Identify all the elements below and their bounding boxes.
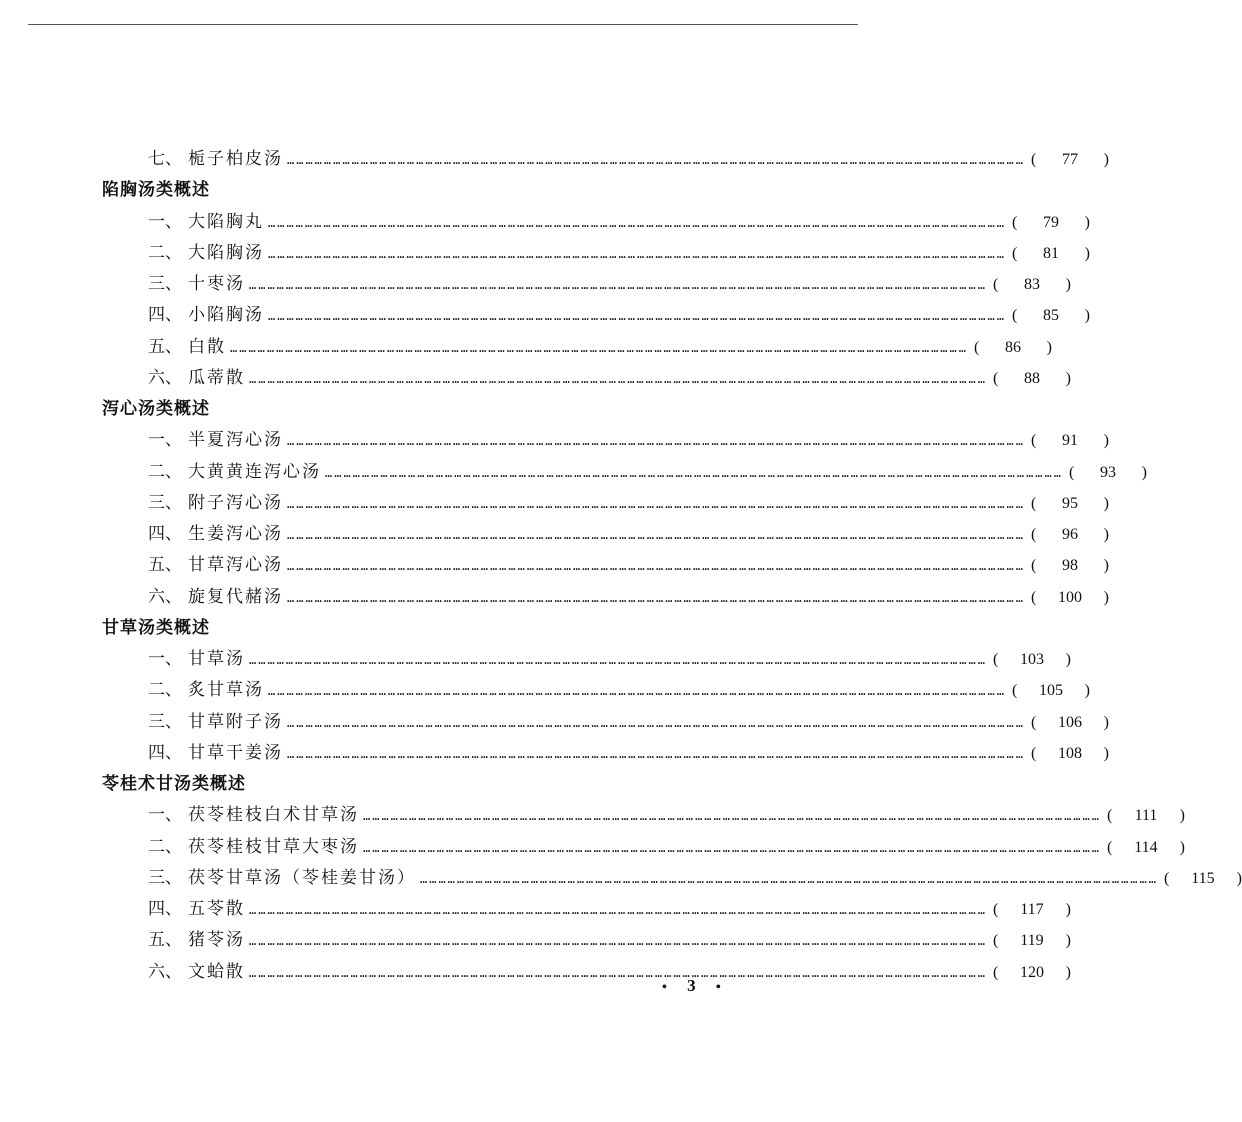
toc-entry (100, 363, 1071, 394)
entry-page-ref (1012, 300, 1090, 331)
entry-title: 猪苓汤 (188, 930, 245, 951)
paren-open: ( (992, 963, 999, 981)
entry-title: 大黄黄连泻心汤 (188, 461, 321, 482)
paren-close: ) (1103, 588, 1109, 606)
dot-leader: …………………………………………………………………………………………………………………………………………………………………………………………………………………… (363, 840, 1101, 855)
paren-open: ( (992, 369, 999, 387)
table-of-contents (100, 144, 1242, 988)
paren-open: ( (1106, 807, 1113, 825)
entry-number: 一、 (148, 211, 182, 232)
page-footer (646, 976, 737, 996)
entry-number: 三、 (148, 492, 182, 513)
entry-title: 十枣汤 (188, 274, 245, 294)
entry-page-ref (993, 894, 1071, 925)
entry-title: 附子泻心汤 (188, 492, 283, 513)
entry-title: 甘草汤 (188, 649, 245, 669)
paren-close: ) (1103, 557, 1109, 575)
paren-close: ) (1103, 494, 1109, 512)
entry-page-ref (1031, 425, 1109, 456)
dot-leader: …………………………………………………………………………………………………………………………………………………………………………………………………………………… (230, 340, 968, 355)
dot-leader: …………………………………………………………………………………………………………………………………………………………………………………………………………………… (287, 496, 1025, 511)
paren-close: ) (1065, 369, 1071, 387)
entry-page-ref (993, 957, 1071, 988)
paren-close: ) (1103, 151, 1109, 168)
paren-open: ( (1030, 151, 1037, 168)
paren-open: ( (1011, 213, 1018, 231)
toc-entry (100, 800, 1185, 831)
page-dot-right: • (715, 980, 721, 995)
toc-entry (100, 269, 1071, 300)
dot-leader: …………………………………………………………………………………………………………………………………………………………………………………………………………………… (420, 871, 1158, 886)
paren-open: ( (1030, 713, 1037, 731)
entry-number: 六、 (148, 586, 182, 607)
toc-entry (100, 238, 1090, 269)
entry-page-ref (1107, 832, 1185, 863)
paren-open: ( (1163, 869, 1170, 887)
entry-page-number: 81 (1042, 244, 1059, 262)
dot-leader: …………………………………………………………………………………………………………………………………………………………………………………………………………………… (268, 215, 1006, 230)
entry-title: 白散 (188, 336, 226, 357)
dot-leader: …………………………………………………………………………………………………………………………………………………………………………………………………………………… (287, 746, 1025, 761)
entry-title: 茯苓甘草汤（苓桂姜甘汤） (188, 867, 416, 888)
paren-open: ( (1030, 557, 1037, 575)
entry-number: 三、 (148, 867, 182, 888)
toc-entry (100, 144, 1109, 175)
entry-number: 二、 (148, 680, 182, 701)
entry-page-number: 93 (1099, 463, 1116, 481)
paren-close: ) (1236, 869, 1242, 887)
paren-open: ( (992, 932, 999, 950)
entry-page-number: 98 (1061, 557, 1078, 575)
dot-leader: …………………………………………………………………………………………………………………………………………………………………………………………………………………… (363, 809, 1101, 824)
dot-leader: …………………………………………………………………………………………………………………………………………………………………………………………………………………… (268, 684, 1006, 699)
paren-close: ) (1065, 963, 1071, 981)
paren-close: ) (1065, 901, 1071, 918)
entry-page-number: 108 (1057, 744, 1082, 762)
entry-page-number: 115 (1191, 869, 1215, 887)
dot-leader: …………………………………………………………………………………………………………………………………………………………………………………………………………………… (268, 246, 1006, 261)
entry-page-number: 79 (1042, 213, 1059, 231)
entry-page-number: 120 (1019, 963, 1044, 981)
entry-number: 二、 (148, 461, 182, 482)
toc-entry (100, 707, 1109, 738)
entry-page-ref (1031, 144, 1109, 175)
entry-title: 半夏泻心汤 (188, 430, 283, 451)
page-number: 3 (687, 976, 696, 995)
entry-number: 三、 (148, 274, 182, 294)
entry-title: 生姜泻心汤 (188, 524, 283, 544)
entry-number: 二、 (148, 836, 182, 857)
dot-leader: …………………………………………………………………………………………………………………………………………………………………………………………………………………… (287, 434, 1025, 449)
entry-title: 旋复代赭汤 (188, 586, 283, 607)
entry-page-ref (1031, 738, 1109, 769)
entry-title: 甘草附子汤 (188, 711, 283, 732)
entry-page-ref (993, 925, 1071, 956)
entry-title: 甘草干姜汤 (188, 742, 283, 763)
paren-open: ( (1068, 463, 1075, 481)
toc-entry (100, 894, 1071, 925)
entry-title: 茯苓桂枝白术甘草汤 (188, 805, 359, 826)
paren-close: ) (1046, 338, 1052, 356)
entry-page-number: 96 (1061, 526, 1078, 543)
paren-open: ( (992, 276, 999, 293)
entry-number: 四、 (148, 305, 182, 326)
paren-open: ( (992, 651, 999, 668)
entry-number: 一、 (148, 430, 182, 451)
toc-entry (100, 863, 1242, 894)
entry-number: 七、 (148, 149, 182, 169)
section-heading: 甘草汤类概述 (102, 617, 210, 638)
entry-page-ref (1012, 675, 1090, 706)
toc-entry (100, 457, 1147, 488)
paren-open: ( (1011, 244, 1018, 262)
paren-close: ) (1065, 651, 1071, 668)
paren-close: ) (1103, 744, 1109, 762)
entry-page-number: 100 (1057, 588, 1082, 606)
toc-entry (100, 425, 1109, 456)
section-heading: 陷胸汤类概述 (102, 180, 210, 201)
page-dot-left: • (662, 980, 667, 995)
dot-leader: …………………………………………………………………………………………………………………………………………………………………………………………………………………… (287, 153, 1025, 167)
entry-number: 三、 (148, 711, 182, 732)
entry-page-number: 103 (1019, 651, 1044, 668)
entry-page-ref (974, 332, 1052, 363)
paren-close: ) (1084, 213, 1090, 231)
entry-page-number: 85 (1042, 307, 1059, 325)
dot-leader: …………………………………………………………………………………………………………………………………………………………………………………………………………………… (325, 465, 1063, 480)
toc-entry (100, 488, 1109, 519)
paren-open: ( (1106, 838, 1113, 856)
entry-title: 茯苓桂枝甘草大枣汤 (188, 836, 359, 857)
dot-leader: …………………………………………………………………………………………………………………………………………………………………………………………………………………… (249, 965, 987, 980)
paren-open: ( (1030, 432, 1037, 450)
toc-entry (100, 582, 1109, 613)
toc-entry (100, 644, 1071, 675)
entry-number: 二、 (148, 242, 182, 263)
entry-page-number: 105 (1038, 682, 1063, 700)
entry-page-number: 114 (1134, 838, 1158, 856)
section-heading: 泻心汤类概述 (102, 399, 210, 419)
dot-leader: …………………………………………………………………………………………………………………………………………………………………………………………………………………… (249, 903, 987, 917)
entry-number: 六、 (148, 367, 182, 388)
dot-leader: …………………………………………………………………………………………………………………………………………………………………………………………………………………… (268, 309, 1006, 324)
paren-close: ) (1103, 713, 1109, 731)
entry-page-ref (1012, 238, 1090, 269)
entry-title: 炙甘草汤 (188, 680, 264, 701)
entry-number: 五、 (148, 555, 182, 576)
paren-close: ) (1084, 682, 1090, 700)
toc-entry (100, 738, 1109, 769)
dot-leader: …………………………………………………………………………………………………………………………………………………………………………………………………………………… (249, 278, 987, 292)
entry-title: 小陷胸汤 (188, 305, 264, 326)
toc-entry (100, 519, 1109, 550)
entry-page-ref (1031, 519, 1109, 550)
dot-leader: …………………………………………………………………………………………………………………………………………………………………………………………………………………… (249, 934, 987, 949)
paren-close: ) (1065, 276, 1071, 293)
entry-title: 大陷胸丸 (188, 211, 264, 232)
paren-close: ) (1084, 244, 1090, 262)
paren-close: ) (1065, 932, 1071, 950)
entry-page-number: 106 (1057, 713, 1082, 731)
entry-page-ref (993, 269, 1071, 300)
toc-entry (100, 332, 1052, 363)
toc-entry (100, 832, 1185, 863)
section-heading: 苓桂术甘汤类概述 (102, 774, 246, 794)
entry-page-ref (1031, 582, 1109, 613)
entry-page-number: 86 (1004, 338, 1021, 356)
entry-page-ref (1031, 707, 1109, 738)
entry-page-number: 88 (1023, 369, 1040, 387)
paren-close: ) (1103, 526, 1109, 543)
entry-title: 文蛤散 (188, 961, 245, 982)
entry-page-number: 117 (1020, 901, 1044, 918)
paren-close: ) (1103, 432, 1109, 450)
dot-leader: …………………………………………………………………………………………………………………………………………………………………………………………………………………… (249, 653, 987, 667)
entry-page-number: 95 (1061, 494, 1078, 512)
entry-title: 瓜蒂散 (188, 367, 245, 388)
paren-open: ( (1030, 744, 1037, 762)
header-rule (28, 24, 858, 25)
toc-entry (100, 300, 1090, 331)
paren-open: ( (1011, 682, 1018, 700)
entry-page-ref (1107, 800, 1185, 831)
entry-page-ref (993, 363, 1071, 394)
entry-page-ref (1069, 457, 1147, 488)
dot-leader: …………………………………………………………………………………………………………………………………………………………………………………………………………………… (287, 528, 1025, 542)
entry-number: 五、 (148, 930, 182, 951)
entry-page-number: 119 (1020, 932, 1044, 950)
paren-open: ( (1030, 526, 1037, 543)
dot-leader: …………………………………………………………………………………………………………………………………………………………………………………………………………………… (249, 371, 987, 386)
paren-close: ) (1179, 838, 1185, 856)
entry-title: 五苓散 (188, 899, 245, 919)
toc-entry (100, 207, 1090, 238)
entry-number: 五、 (148, 336, 182, 357)
dot-leader: …………………………………………………………………………………………………………………………………………………………………………………………………………………… (287, 559, 1025, 574)
entry-page-ref (1012, 207, 1090, 238)
entry-title: 栀子柏皮汤 (188, 149, 283, 169)
dot-leader: …………………………………………………………………………………………………………………………………………………………………………………………………………………… (287, 590, 1025, 605)
entry-number: 四、 (148, 742, 182, 763)
entry-number: 四、 (148, 524, 182, 544)
entry-page-ref (1031, 550, 1109, 581)
paren-close: ) (1179, 807, 1185, 825)
entry-title: 大陷胸汤 (188, 242, 264, 263)
entry-title: 甘草泻心汤 (188, 555, 283, 576)
paren-open: ( (1011, 307, 1018, 325)
entry-page-number: 91 (1061, 432, 1078, 450)
paren-open: ( (1030, 588, 1037, 606)
entry-page-ref (1164, 863, 1242, 894)
paren-open: ( (973, 338, 980, 356)
entry-page-number: 111 (1134, 807, 1158, 825)
toc-entry (100, 675, 1090, 706)
entry-page-ref (1031, 488, 1109, 519)
dot-leader: …………………………………………………………………………………………………………………………………………………………………………………………………………………… (287, 715, 1025, 730)
paren-close: ) (1141, 463, 1147, 481)
entry-page-ref (993, 644, 1071, 675)
toc-entry (100, 925, 1071, 956)
entry-number: 六、 (148, 961, 182, 982)
paren-open: ( (1030, 494, 1037, 512)
toc-entry (100, 550, 1109, 581)
entry-number: 四、 (148, 899, 182, 919)
entry-number: 一、 (148, 649, 182, 669)
paren-close: ) (1084, 307, 1090, 325)
paren-open: ( (992, 901, 999, 918)
entry-number: 一、 (148, 805, 182, 826)
entry-page-number: 83 (1023, 276, 1040, 293)
entry-page-number: 77 (1061, 151, 1078, 168)
